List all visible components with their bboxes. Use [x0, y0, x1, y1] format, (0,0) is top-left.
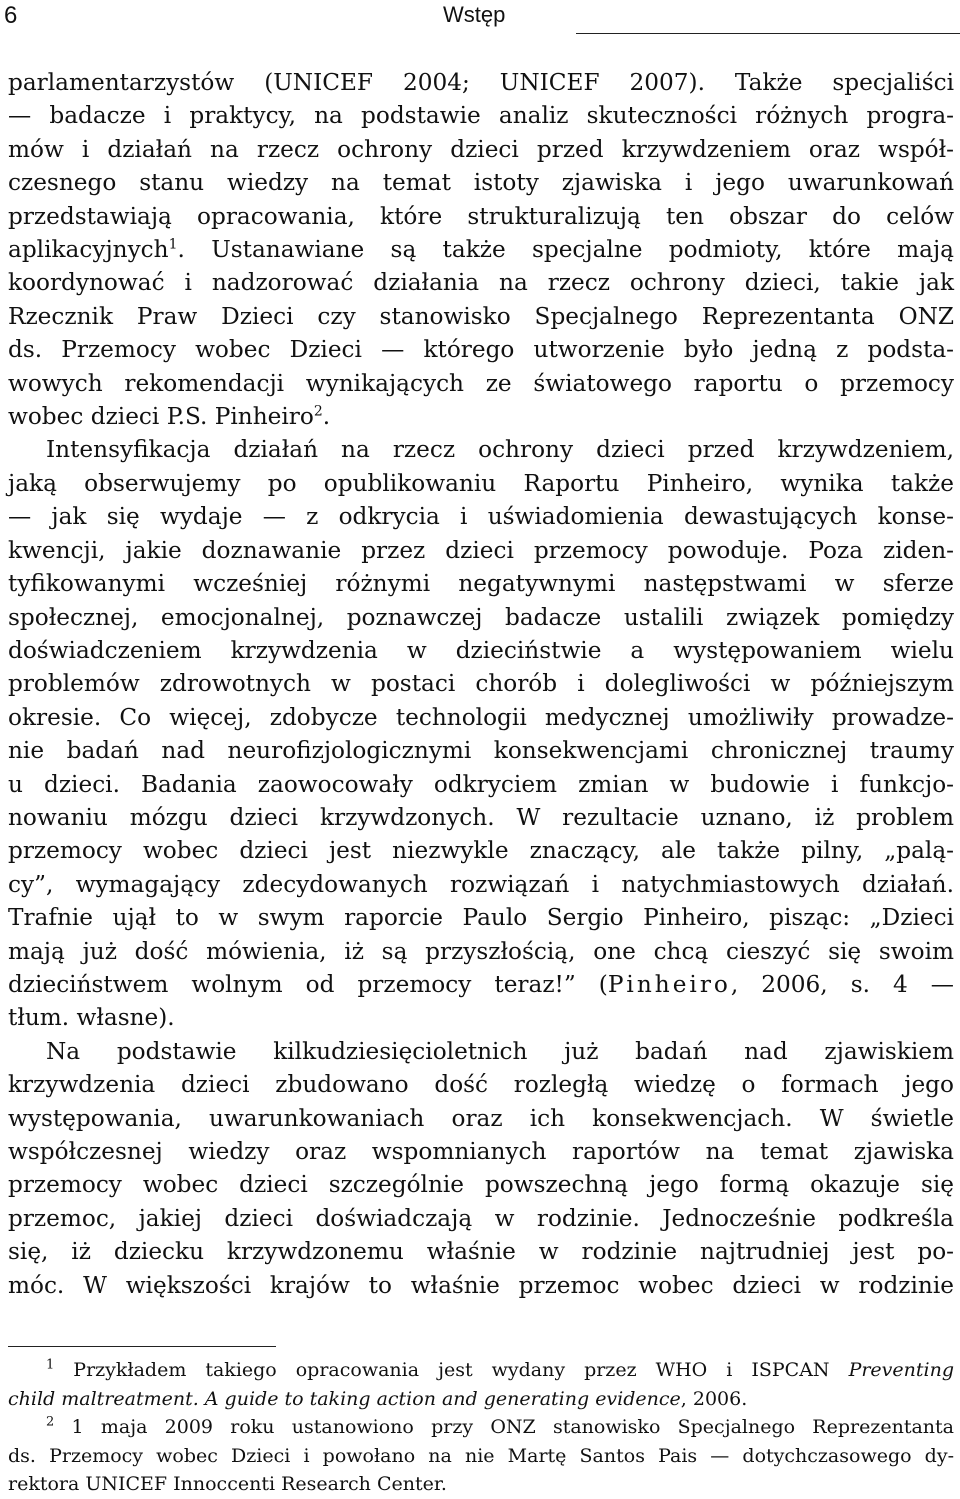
- text-line: aplikacyjnych$^1$. Ustanawiane są także specjalne podmioty, które mają: [8, 236, 954, 264]
- text-line: Intensyfikacja działań na rzecz ochrony dzieci przed krzywdzeniem,: [46, 436, 954, 464]
- text-line: koordynować i nadzorować działania na rzecz ochrony dzieci, takie jak: [8, 269, 954, 297]
- footnote-ref-1: 1: [168, 236, 178, 253]
- text-line: kwencji, jakie doznawanie przez dzieci przemocy powoduje. Poza ziden-: [8, 536, 954, 564]
- text-line: przemocy wobec dzieci szczególnie powszechną jego formą okazuje się: [8, 1171, 954, 1199]
- text-line: mają już dość mówienia, iż są przyszłością, one chcą cieszyć się swoim: [8, 937, 954, 965]
- footnote-line: ds. Przemocy wobec Dzieci i powołano na nie Martę Santos Pais — dotychczasowego dy-: [8, 1444, 954, 1467]
- text-line: ds. Przemocy wobec Dzieci — którego utworzenie było jedną z podsta-: [8, 336, 954, 364]
- footnote-text: , 2006.: [680, 1387, 748, 1410]
- text-line: przemoc, jakiej dzieci doświadczają w rodzinie. Jednocześnie podkreśla: [8, 1204, 954, 1232]
- text-line: — badacze i praktycy, na podstawie analiz skuteczności różnych progra-: [8, 102, 954, 130]
- footnote-line: rektora UNICEF Innoccenti Research Center.: [8, 1473, 447, 1495]
- text-line: doświadczeniem krzywdzenia w dzieciństwie a występowaniem wielu: [8, 636, 954, 664]
- text-line: nowaniu mózgu dzieci krzywdzonych. W rezultacie uznano, iż problem: [8, 803, 954, 831]
- text-line: nie badań nad neurofizjologicznymi konsekwencjami chronicznej traumy: [8, 737, 954, 765]
- text-line: móc. W większości krajów to właśnie przemoc wobec dzieci w rodzinie: [8, 1271, 954, 1299]
- footnote-text: Przykładem takiego opracowania jest wydany przez WHO i ISPCAN: [73, 1359, 830, 1381]
- text-line: się, iż dziecku krzywdzonemu właśnie w rodzinie najtrudniej jest po-: [8, 1238, 954, 1266]
- running-head: Wstęp: [443, 2, 506, 27]
- footnote-rule: [8, 1346, 276, 1347]
- footnote-number: 2: [46, 1414, 55, 1430]
- text-fragment: aplikacyjnych: [8, 236, 169, 264]
- footnote-text: 1 maja 2009 roku ustanowiono przy ONZ stanowisko Specjalnego Reprezentanta: [71, 1416, 955, 1438]
- text-line: krzywdzenia dzieci zbudowano dość rozległą wiedzę o formach jego: [8, 1071, 954, 1099]
- body-text: [8, 66, 954, 1302]
- text-line: cy”, wymagający zdecydowanych rozwiązań i natychmiastowych działań.: [8, 870, 954, 898]
- text-line: — jak się wydaje — z odkrycia i uświadomienia dewastujących konse-: [8, 503, 954, 531]
- citation-author: Pinheiro: [607, 970, 731, 998]
- text-line: problemów zdrowotnych w postaci chorób i dolegliwości w późniejszym: [8, 670, 954, 698]
- text-line: u dzieci. Badania zaowocowały odkryciem zmian w budowie i funkcjo-: [8, 770, 954, 798]
- text-line: wowych rekomendacji wynikających ze światowego raportu o przemocy: [8, 369, 954, 397]
- footnote-title: child maltreatment. A guide to taking action and generating evidence: [8, 1387, 681, 1410]
- page-header: [0, 0, 960, 40]
- text-line: czesnego stanu wiedzy na temat istoty zjawiska i jego uwarunkowań: [8, 169, 954, 197]
- text-line: społecznej, emocjonalnej, poznawczej badacze ustalili związek pomiędzy: [8, 603, 954, 631]
- footnote-number: 1: [46, 1357, 55, 1373]
- text-line: współczesnej wiedzy oraz wspomnianych raportów na temat zjawiska: [8, 1138, 954, 1165]
- text-line: Rzecznik Praw Dzieci czy stanowisko Specjalnego Reprezentanta ONZ: [8, 302, 954, 330]
- footnote-line: [8, 1385, 954, 1414]
- footnote-title: Preventing: [848, 1359, 954, 1381]
- text-line: przemocy wobec dzieci jest niezwykle znaczący, ale także pilny, „palą-: [8, 837, 954, 865]
- text-fragment: wobec dzieci P.S. Pinheiro: [8, 403, 314, 431]
- text-fragment: Ustanawiane są także specjalne podmioty, które mają: [211, 236, 954, 264]
- header-rule: [576, 33, 960, 34]
- text-line: [8, 968, 954, 1001]
- text-line: mów i działań na rzecz ochrony dzieci przed krzywdzeniem oraz współ-: [8, 135, 954, 163]
- text-line: Na podstawie kilkudziesięcioletnich już badań nad zjawiskiem: [46, 1037, 954, 1065]
- footnote-line: [8, 1356, 954, 1385]
- text-line: wobec dzieci P.S. Pinheiro$^2$.: [8, 403, 331, 431]
- text-line: jaką obserwujemy po opublikowaniu Raportu Pinheiro, wynika także: [8, 469, 954, 497]
- footnote-line: [8, 1413, 954, 1442]
- text-line: tłum. własne).: [8, 1004, 175, 1032]
- text-line: okresie. Co więcej, zdobycze technologii medycznej umożliwiły prowadze-: [8, 703, 954, 731]
- page-number: 6: [4, 2, 18, 29]
- footnotes: [8, 1356, 954, 1499]
- footnote-ref-2: 2: [313, 403, 323, 420]
- text-fragment: , 2006, s. 4 —: [730, 970, 954, 998]
- text-line: tyfikowanymi wcześniej różnymi negatywnymi następstwami w sferze: [8, 570, 954, 598]
- text-line: parlamentarzystów (UNICEF 2004; UNICEF 2007). Także specjaliści: [8, 69, 954, 96]
- text-line: Trafnie ujął to w swym raporcie Paulo Sergio Pinheiro, pisząc: „Dzieci: [8, 904, 954, 932]
- text-line: przedstawiają opracowania, które strukturalizują ten obszar do celów: [8, 202, 954, 230]
- text-line: występowania, uwarunkowaniach oraz ich konsekwencjach. W świetle: [8, 1104, 954, 1132]
- text-fragment: dzieciństwem wolnym od przemocy teraz!” (: [8, 970, 608, 998]
